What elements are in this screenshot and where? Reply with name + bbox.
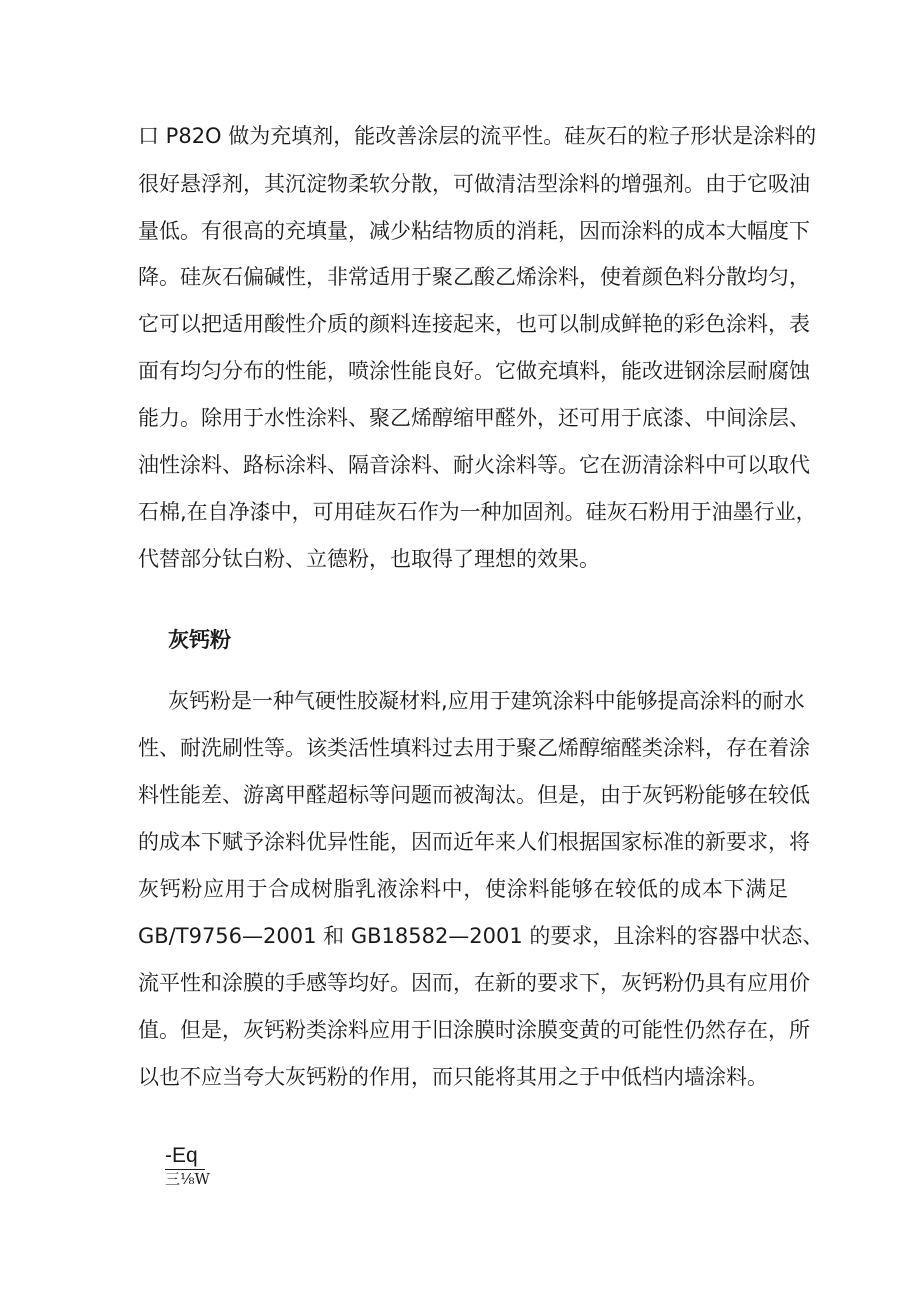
paragraph-line: GB/T9756—2001 和 GB18582—2001 的要求，且涂料的容器中状态、 bbox=[138, 924, 824, 948]
paragraph-line: 以也不应当夸大灰钙粉的作用，而只能将其用之于中低档内墙涂料。 bbox=[138, 1065, 768, 1089]
paragraph-line: 代替部分钛白粉、立德粉，也取得了理想的效果。 bbox=[138, 547, 600, 571]
paragraph-line: 石棉,在自净漆中，可用硅灰石作为一种加固剂。硅灰石粉用于油墨行业， bbox=[138, 500, 817, 524]
paragraph-line: 降。硅灰石偏碱性，非常适用于聚乙酸乙烯涂料，使着颜色料分散均匀， bbox=[138, 265, 810, 289]
paragraph-line: 油性涂料、路标涂料、隔音涂料、耐火涂料等。它在沥清涂料中可以取代 bbox=[138, 453, 810, 477]
paragraph-line: 灰钙粉是一种气硬性胶凝材料,应用于建筑涂料中能够提高涂料的耐水 bbox=[168, 689, 805, 713]
formula-denominator: 三⅛W bbox=[165, 1170, 210, 1188]
paragraph-line: 量低。有很高的充填量，减少粘结物质的消耗，因而涂料的成本大幅度下 bbox=[138, 219, 810, 243]
paragraph-line: 流平性和涂膜的手感等均好。因而，在新的要求下，灰钙粉仍具有应用价 bbox=[138, 971, 810, 995]
section-heading: 灰钙粉 bbox=[168, 628, 231, 652]
paragraph-line: 它可以把适用酸性介质的颜料连接起来，也可以制成鲜艳的彩色涂料，表 bbox=[138, 312, 810, 336]
paragraph-line: 灰钙粉应用于合成树脂乳液涂料中，使涂料能够在较低的成本下满足 bbox=[138, 877, 788, 901]
paragraph-line: 口 P82O 做为充填剂，能改善涂层的流平性。硅灰石的粒子形状是涂料的 bbox=[138, 124, 817, 148]
paragraph-line: 面有均匀分布的性能，喷涂性能良好。它做充填料，能改进钢涂层耐腐蚀 bbox=[138, 359, 810, 383]
paragraph-line: 值。但是，灰钙粉类涂料应用于旧涂膜时涂膜变黄的可能性仍然存在，所 bbox=[138, 1018, 810, 1042]
paragraph-line: 的成本下赋予涂料优异性能，因而近年来人们根据国家标准的新要求，将 bbox=[138, 830, 810, 854]
formula-numerator bbox=[165, 1144, 205, 1170]
paragraph-line: 性、耐洗刷性等。该类活性填料过去用于聚乙烯醇缩醛类涂料，存在着涂 bbox=[138, 736, 810, 760]
paragraph-line: 很好悬浮剂，其沉淀物柔软分散，可做清洁型涂料的增强剂。由于它吸油 bbox=[138, 172, 810, 196]
paragraph-line: 料性能差、游离甲醛超标等问题而被淘汰。但是，由于灰钙粉能够在较低 bbox=[138, 783, 810, 807]
paragraph-line: 能力。除用于水性涂料、聚乙烯醇缩甲醛外，还可用于底漆、中间涂层、 bbox=[138, 406, 810, 430]
formula-numerator-text: -Eq bbox=[165, 1144, 205, 1170]
